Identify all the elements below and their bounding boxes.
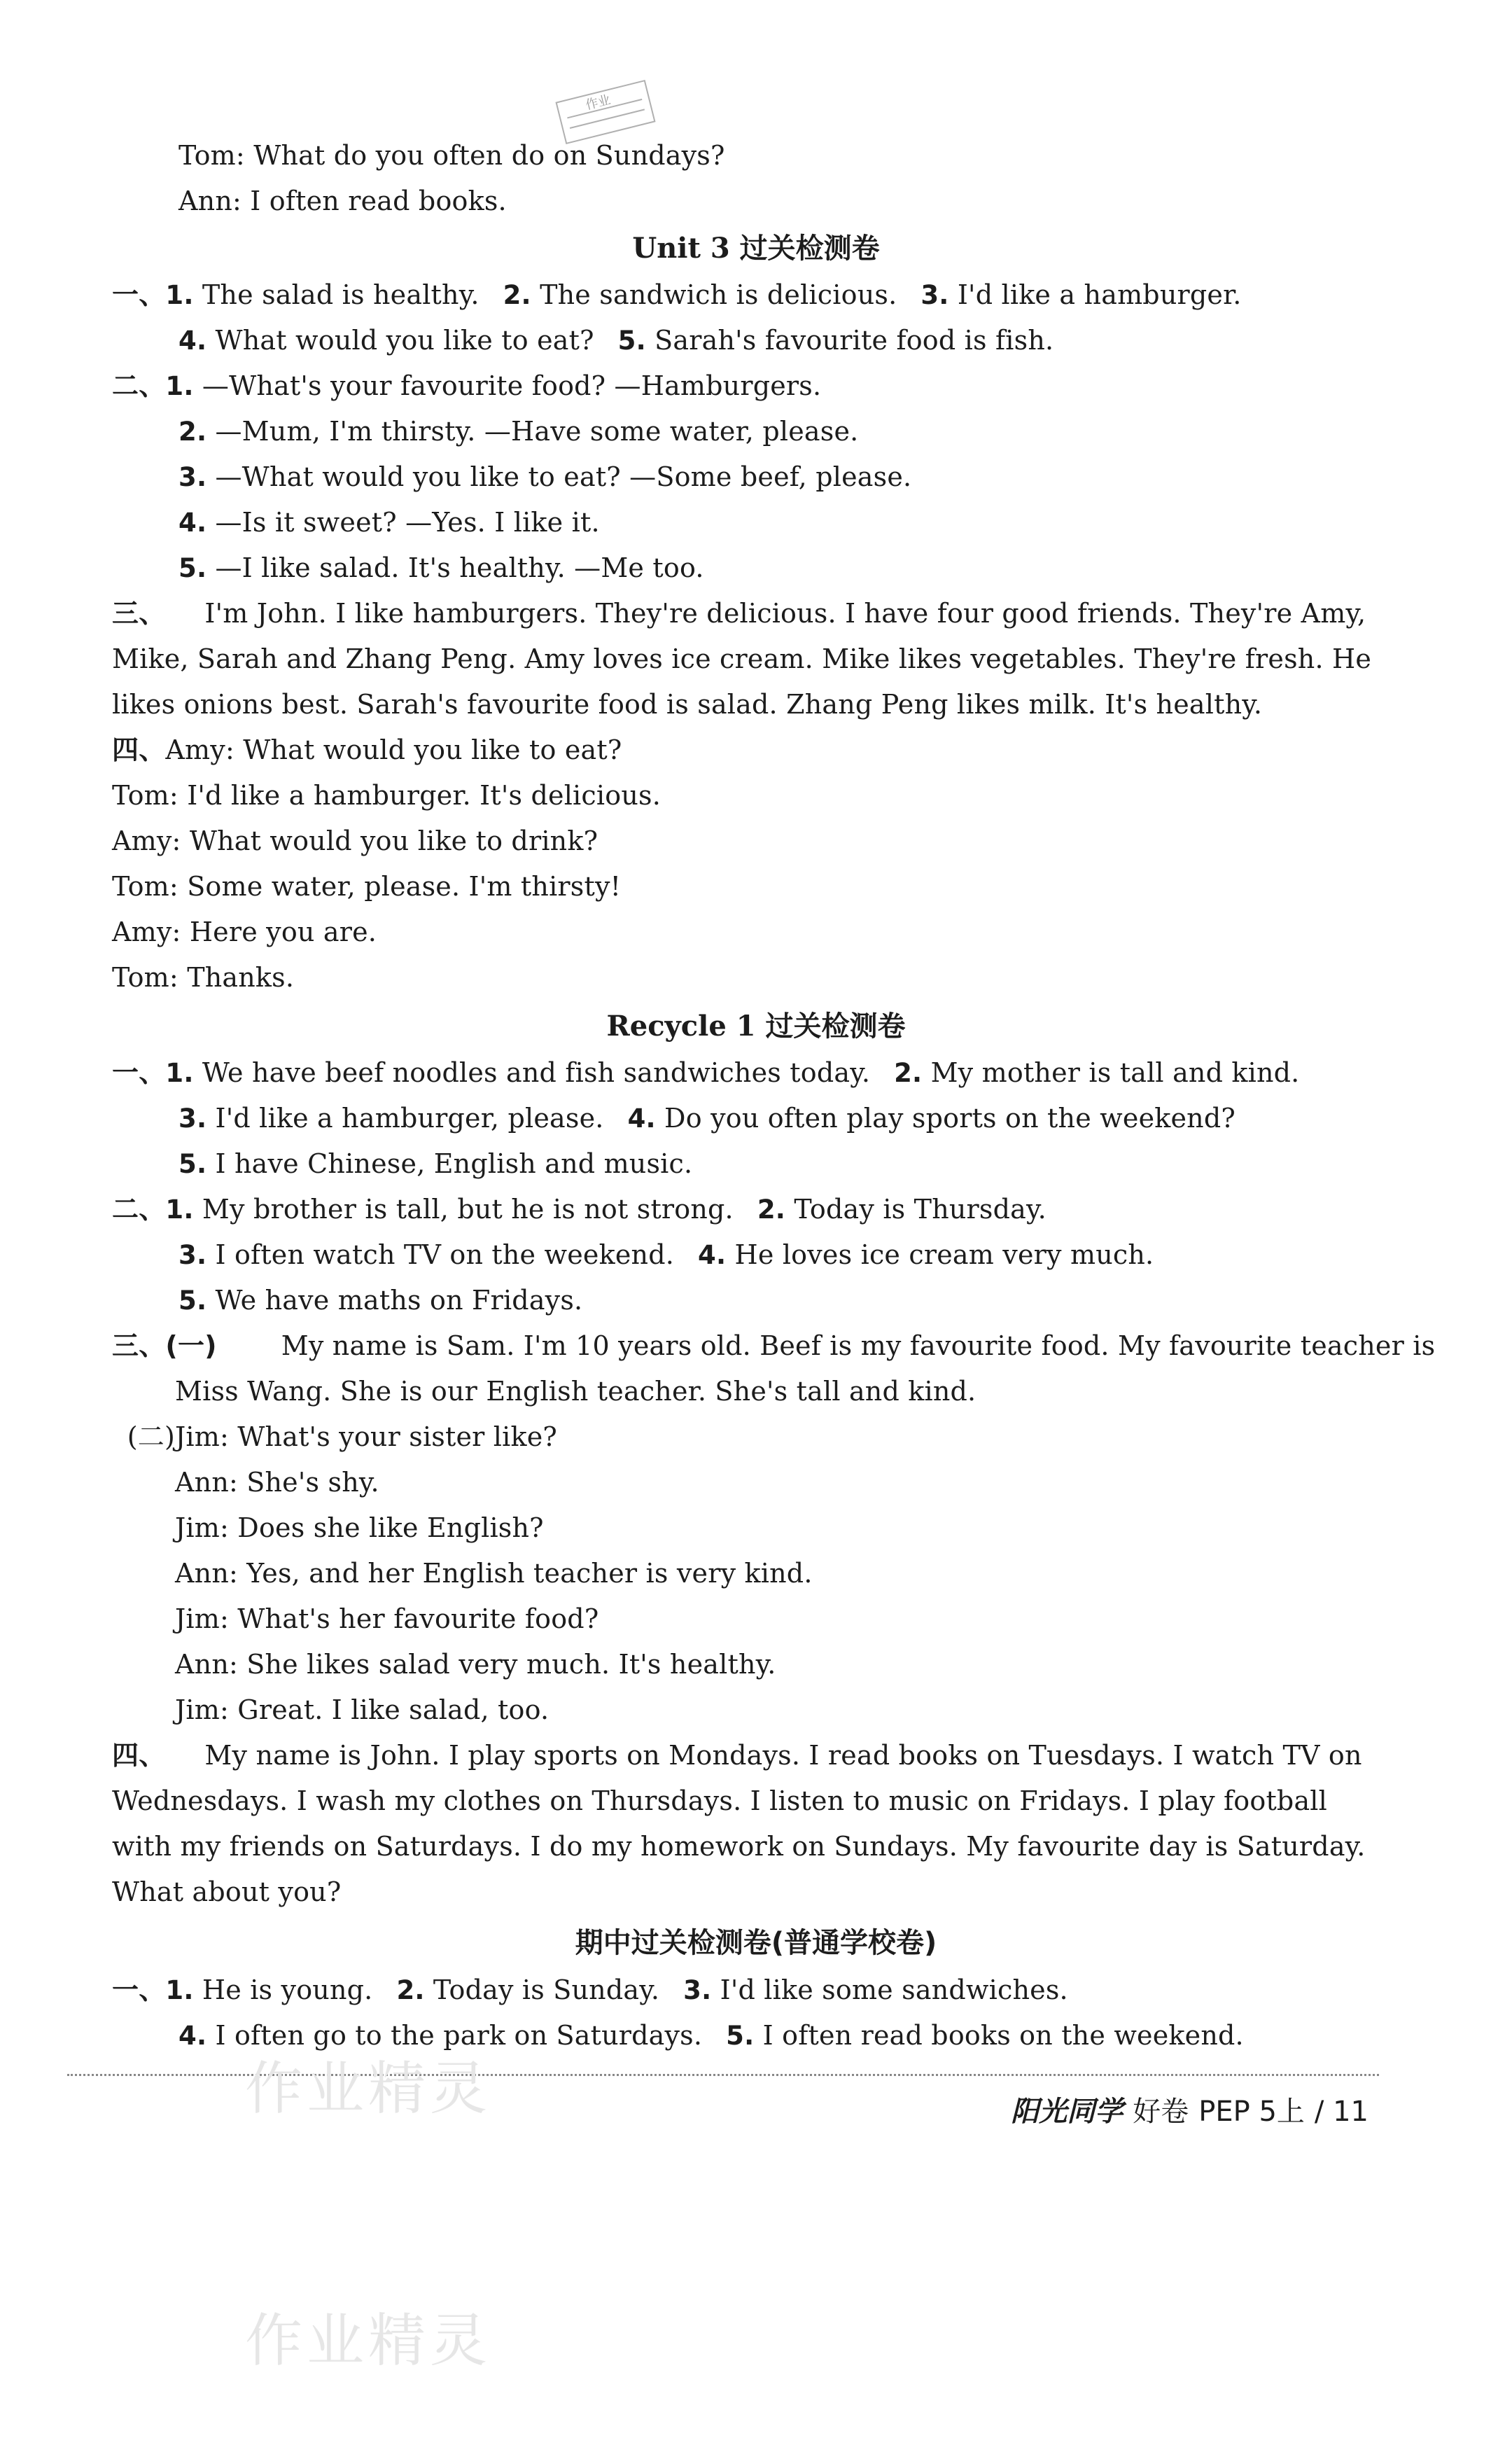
watermark: 作业精灵 [245,2308,492,2374]
unit3-part1-row1: 一、1. The salad is healthy. 2. The sandwich is delicious. 3. I'd like a hamburger. [112,279,1242,310]
midterm-part1-row1: 一、1. He is young. 2. Today is Sunday. 3. I'd like some sandwiches. [112,1974,1068,2005]
dialogue-line: Ann: She likes salad very much. It's healthy. [175,1649,776,1680]
unit3-part3-row1: 三、 I'm John. I like hamburgers. They're delicious. I have four good friends. They're Amy, [112,598,1366,629]
recycle1-part4-row1: 四、 My name is John. I play sports on Mondays. I read books on Tuesdays. I watch TV on [112,1740,1362,1771]
recycle1-part1-row3: 5. I have Chinese, English and music. [178,1148,693,1179]
series-label: 好卷 [1133,2096,1189,2128]
recycle1-part4-row3: with my friends on Saturdays. I do my homework on Sundays. My favourite day is Saturday. [112,1831,1366,1862]
recycle1-part1-row2: 3. I'd like a hamburger, please. 4. Do you often play sports on the weekend? [178,1103,1236,1134]
unit3-part2-row2: 2. —Mum, I'm thirsty. —Have some water, please. [178,416,859,447]
dialogue-line: Amy: What would you like to drink? [112,826,598,856]
recycle1-part3b-row1: (二)Jim: What's your sister like? [127,1421,558,1452]
dialogue-line: Tom: I'd like a hamburger. It's delicious. [112,780,661,811]
recycle1-part4-row4: What about you? [112,1876,342,1907]
unit3-part3-row3: likes onions best. Sarah's favourite food is salad. Zhang Peng likes milk. It's healthy. [112,689,1263,720]
recycle1-part2-row3: 5. We have maths on Fridays. [178,1285,583,1316]
brand-logo: 阳光同学 [1011,2096,1124,2128]
dialogue-line: Jim: What's her favourite food? [175,1603,599,1634]
unit3-part2-row5: 5. —I like salad. It's healthy. —Me too. [178,552,704,583]
recycle1-part3a-row2: Miss Wang. She is our English teacher. She's tall and kind. [175,1376,976,1407]
unit3-part2-row4: 4. —Is it sweet? —Yes. I like it. [178,507,600,538]
section-title-recycle1: Recycle 1 过关检测卷 [606,1010,906,1043]
dialogue-line: Ann: I often read books. [178,186,507,216]
edition-label: PEP 5上 [1198,2096,1305,2128]
dialogue-line: Jim: Great. I like salad, too. [175,1694,550,1725]
svg-text:作业: 作业 [584,92,612,113]
dialogue-line: Tom: What do you often do on Sundays? [178,140,725,171]
page-footer [1011,2091,1368,2133]
dialogue-line: Ann: She's shy. [175,1467,379,1498]
midterm-part1-row2: 4. I often go to the park on Saturdays. 5. I often read books on the weekend. [178,2020,1244,2051]
unit3-part2-row1: 二、1. —What's your favourite food? —Hamburgers. [112,370,822,401]
dialogue-line: Tom: Some water, please. I'm thirsty! [112,871,622,902]
section-title-unit3: Unit 3 过关检测卷 [632,232,880,265]
recycle1-part2-row1: 二、1. My brother is tall, but he is not strong. 2. Today is Thursday. [112,1194,1046,1225]
unit3-part4-row1: 四、Amy: What would you like to eat? [112,734,622,765]
recycle1-part4-row2: Wednesdays. I wash my clothes on Thursdays. I listen to music on Fridays. I play football [112,1785,1328,1816]
unit3-part3-row2: Mike, Sarah and Zhang Peng. Amy loves ice cream. Mike likes vegetables. They're fresh. He [112,643,1372,674]
page-number: / 11 [1314,2096,1368,2128]
section-title-midterm: 期中过关检测卷(普通学校卷) [575,1927,937,1959]
recycle1-part2-row2: 3. I often watch TV on the weekend. 4. He loves ice cream very much. [178,1239,1154,1270]
dialogue-line: Ann: Yes, and her English teacher is very kind. [175,1558,813,1589]
recycle1-part3a-row1: 三、(一) My name is Sam. I'm 10 years old. Beef is my favourite food. My favourite teacher is [112,1330,1436,1361]
dialogue-line: Jim: Does she like English? [175,1512,544,1543]
dialogue-line: Tom: Thanks. [112,962,295,993]
dialogue-line: Amy: Here you are. [112,917,377,947]
watermark: 作业精灵 [245,2056,492,2122]
unit3-part1-row2: 4. What would you like to eat? 5. Sarah's favourite food is fish. [178,325,1054,356]
unit3-part2-row3: 3. —What would you like to eat? —Some beef, please. [178,461,912,492]
recycle1-part1-row1: 一、1. We have beef noodles and fish sandwiches today. 2. My mother is tall and kind. [112,1057,1300,1088]
